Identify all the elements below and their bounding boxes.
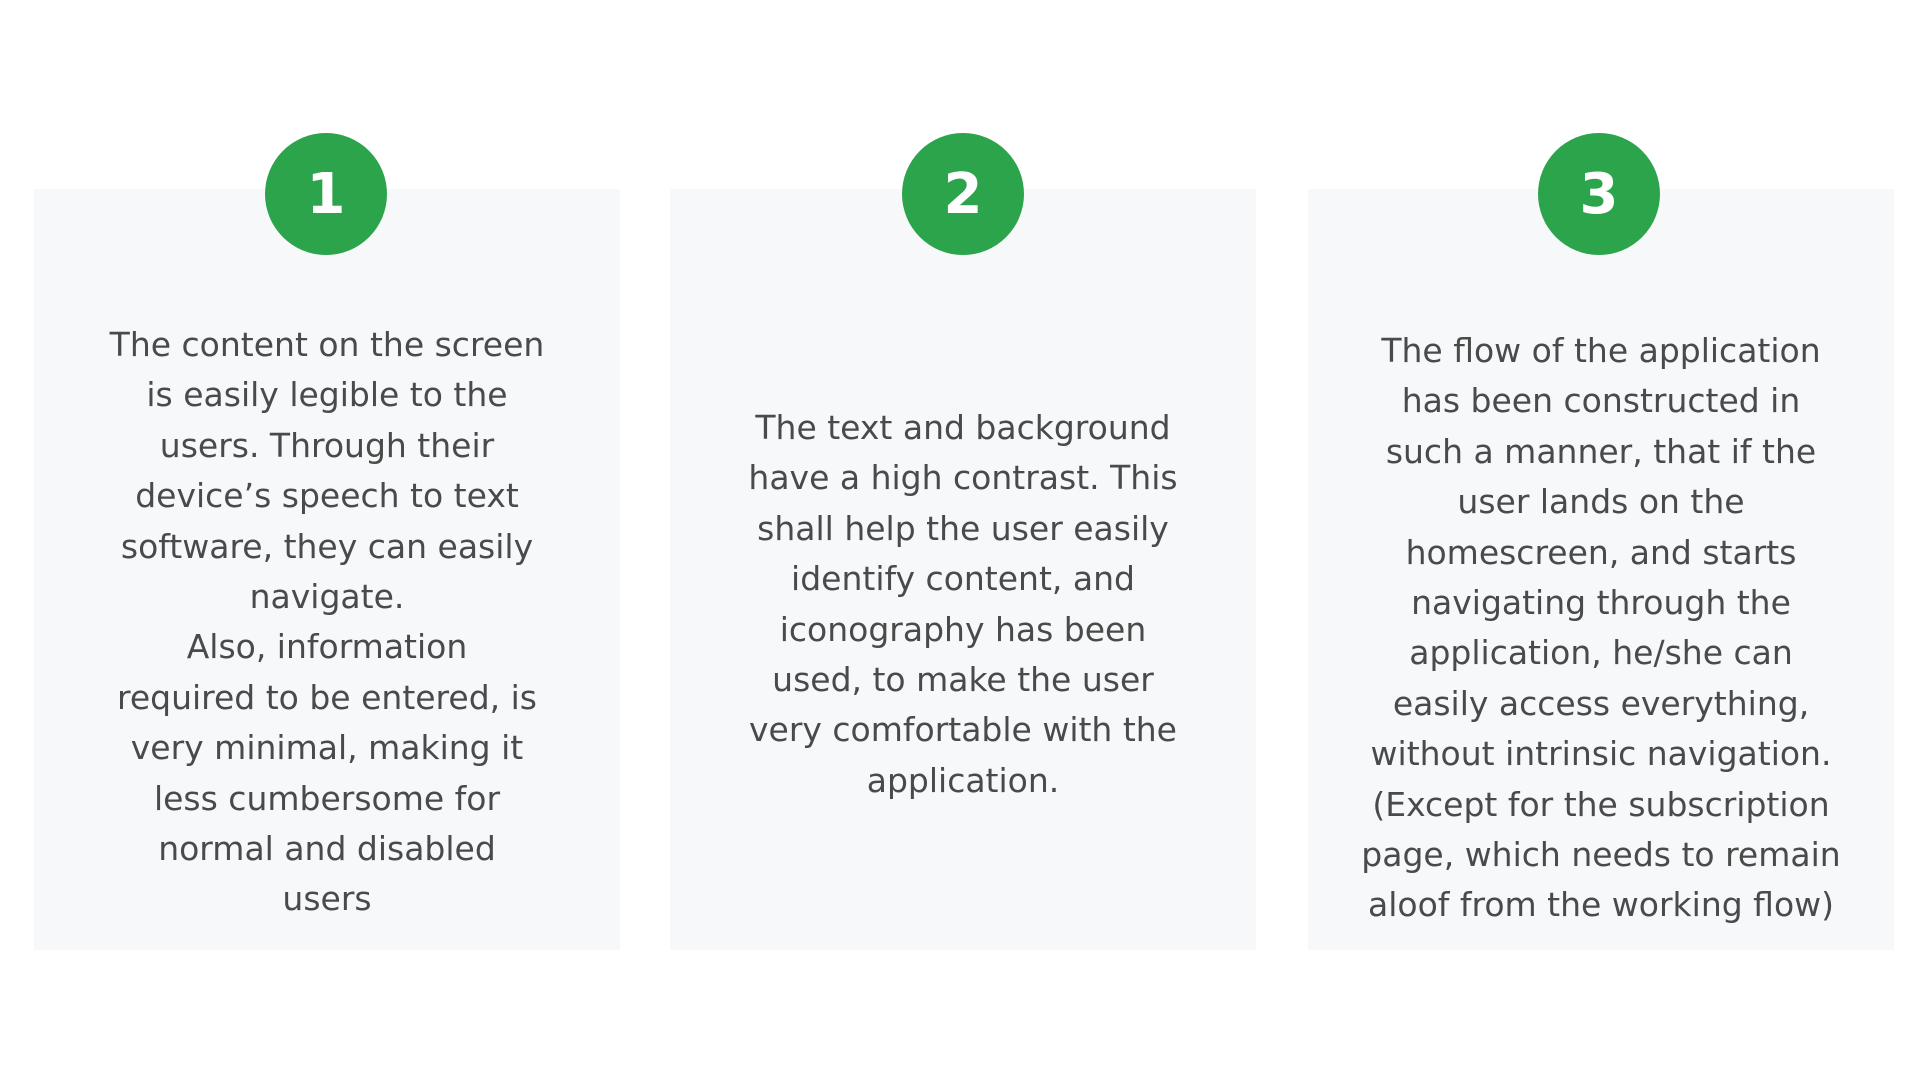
step-3-description: The flow of the application has been constructed in such a manner, that if the user lands on the homescreen, and starts navigating through the application, he/she can easily access everything, without intrinsic navigation. (Except for the subscription page, which needs to remain aloof from the working flow) [1361, 331, 1841, 925]
step-3-number-badge: 3 [1538, 133, 1660, 255]
step-card-3 [1308, 189, 1894, 950]
step-1-number-badge: 1 [265, 133, 387, 255]
step-1-description: The content on the screen is easily legible to the users. Through their device’s speech to text software, they can easily navigate. Also, information required to be entered, is very minimal, making it less cumbersome for normal and disabled users [109, 325, 545, 919]
step-card-2 [670, 189, 1256, 950]
step-2-description: The text and background have a high contrast. This shall help the user easily identify content, and iconography has been used, to make the user very comfortable with the application. [748, 408, 1178, 800]
step-card-1 [34, 189, 620, 950]
step-2-number-badge: 2 [902, 133, 1024, 255]
